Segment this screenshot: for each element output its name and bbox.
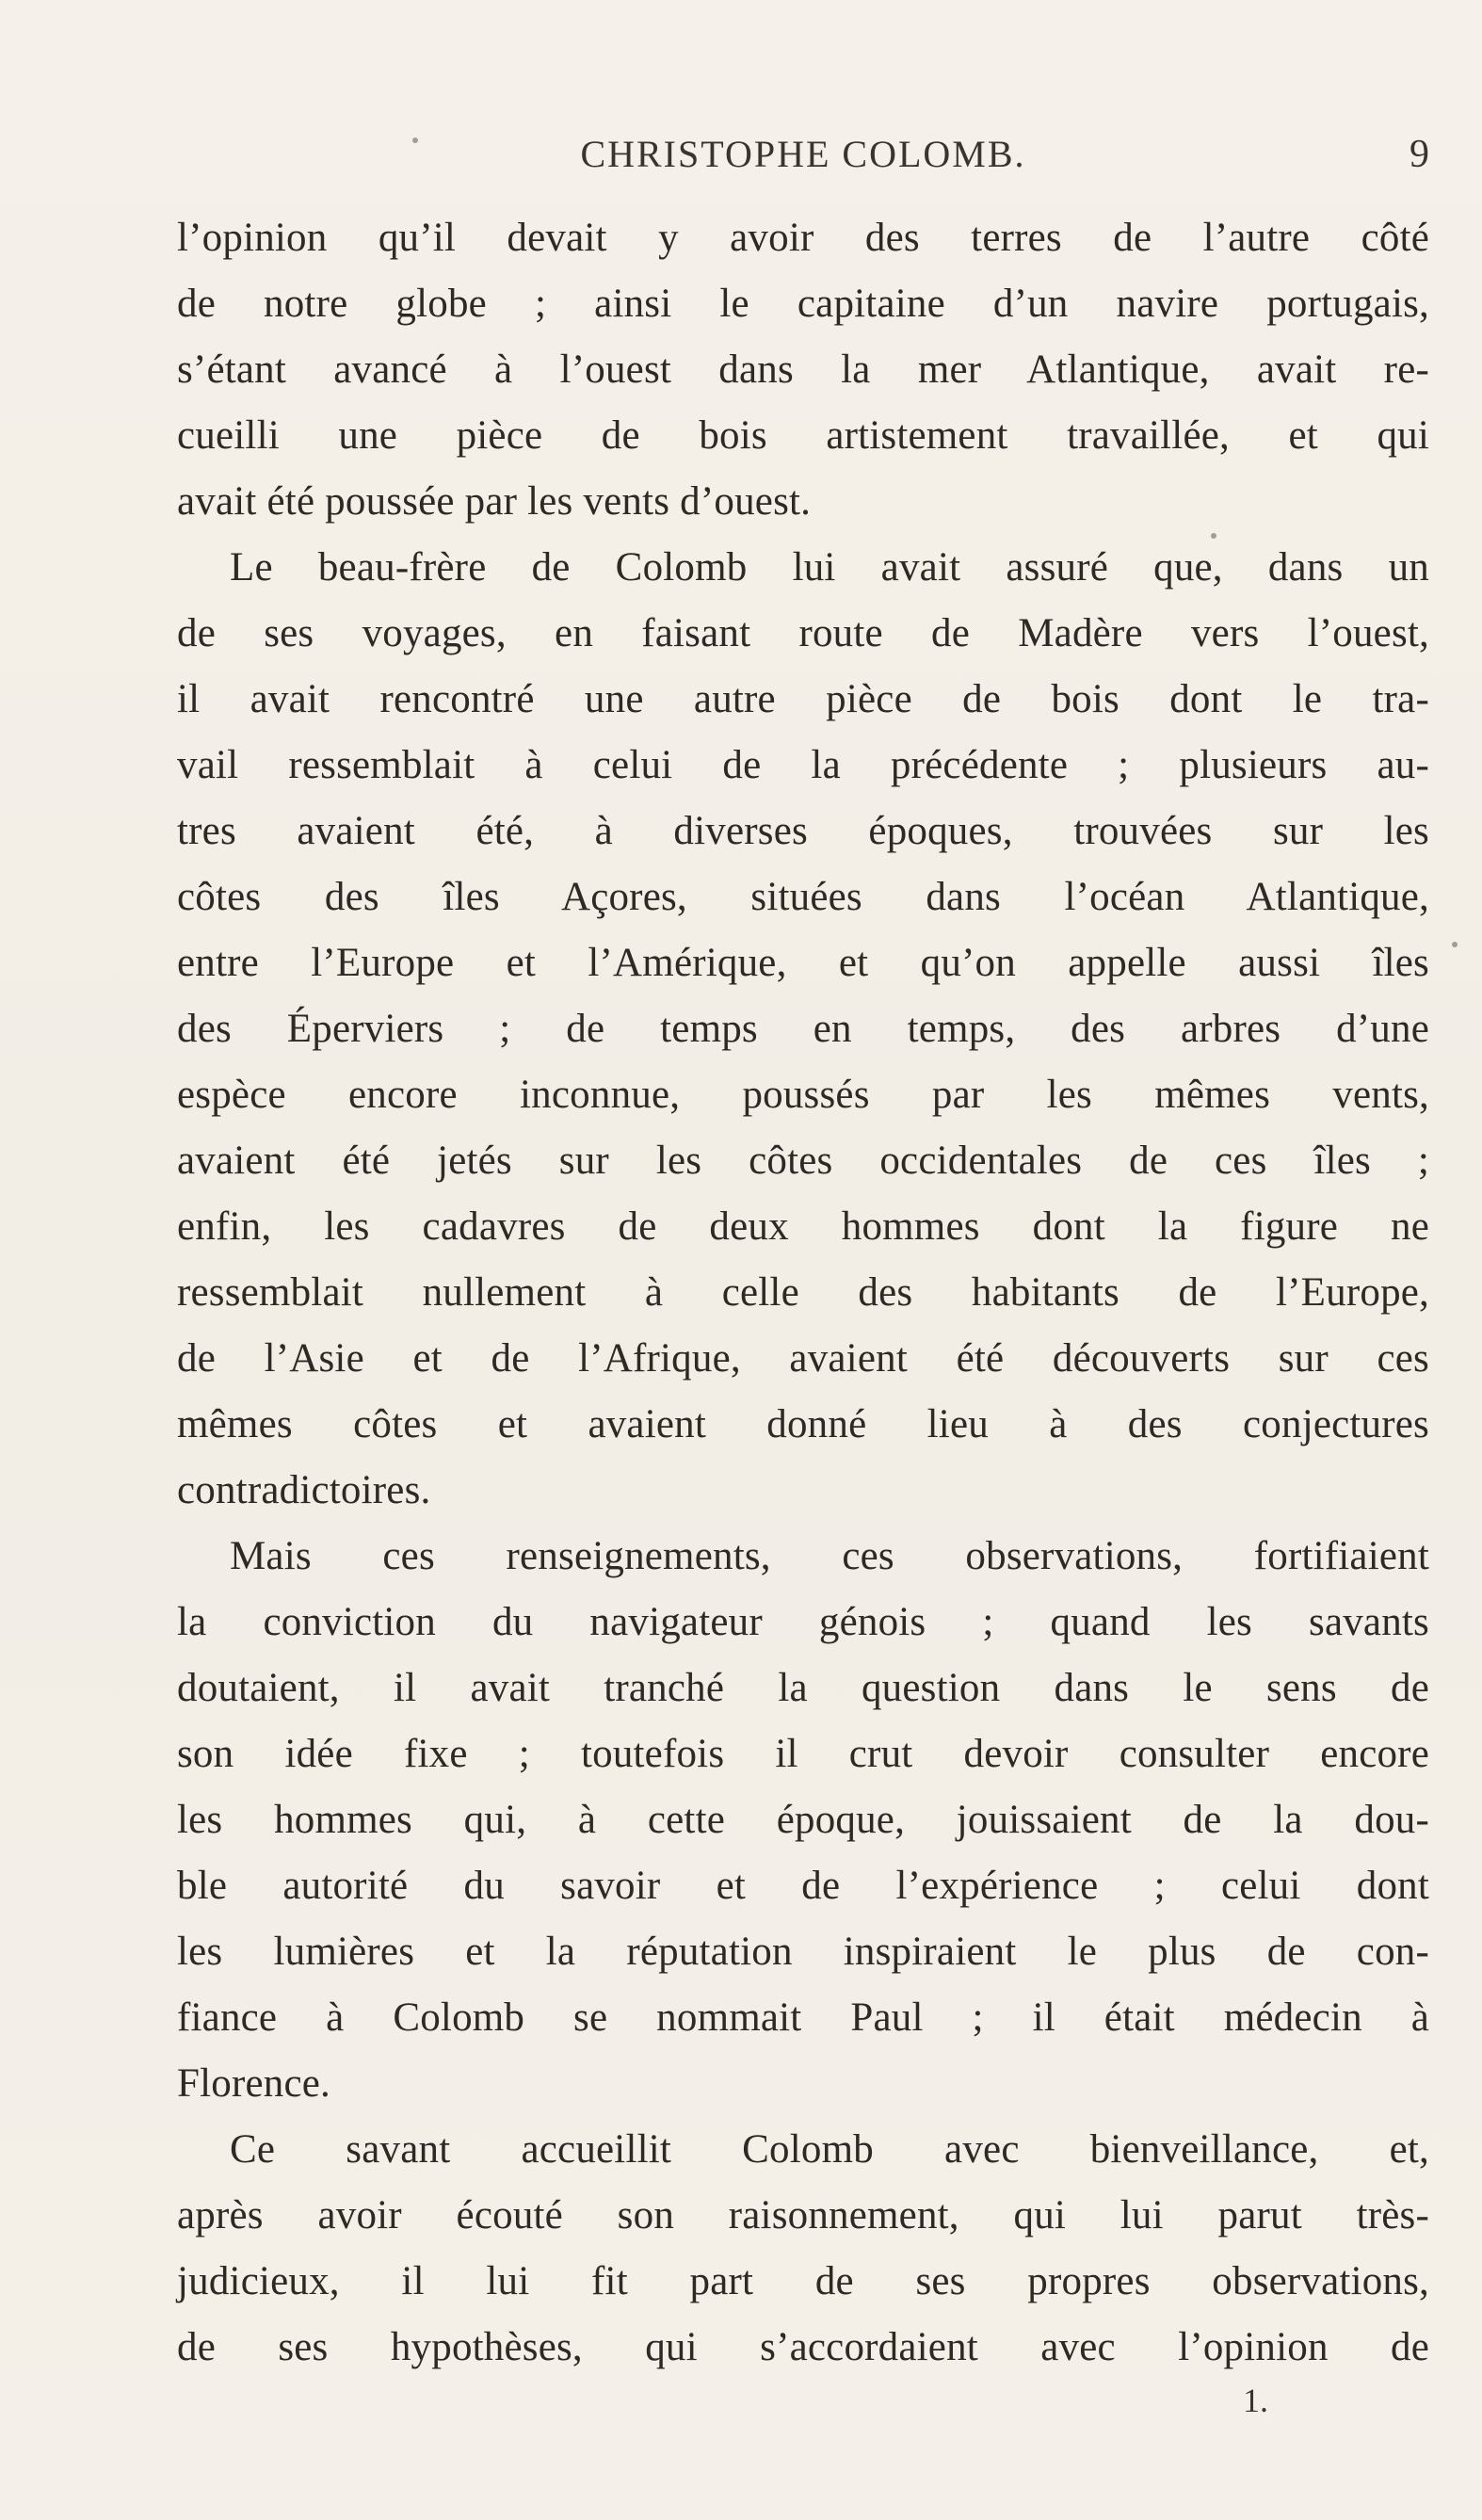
text-line-33: de ses hypothèses, qui s’accordaient avec l’opinion de xyxy=(177,2325,1429,2369)
text-line-29: Florence. xyxy=(177,2061,330,2106)
print-speck xyxy=(1211,533,1216,539)
body-text xyxy=(177,205,1429,2381)
text-line-10: tres avaient été, à diverses époques, trouvées sur les xyxy=(177,809,1429,853)
text-line-20: contradictoires. xyxy=(177,1468,431,1512)
text-line-3: s’étant avancé à l’ouest dans la mer Atlantique, avait re- xyxy=(177,347,1429,392)
text-line-13: des Éperviers ; de temps en temps, des arbres d’une xyxy=(177,1007,1429,1051)
text-line-17: ressemblait nullement à celle des habitants de l’Europe, xyxy=(177,1270,1429,1315)
print-speck xyxy=(1452,942,1458,947)
text-line-18: de l’Asie et de l’Afrique, avaient été découverts sur ces xyxy=(177,1336,1429,1381)
text-line-9: vail ressemblait à celui de la précédente ; plusieurs au- xyxy=(177,743,1429,787)
text-line-22: la conviction du navigateur génois ; quand les savants xyxy=(177,1600,1429,1644)
text-line-7: de ses voyages, en faisant route de Madère vers l’ouest, xyxy=(177,611,1429,655)
text-line-5: avait été poussée par les vents d’ouest. xyxy=(177,479,812,524)
text-line-8: il avait rencontré une autre pièce de bois dont le tra- xyxy=(177,677,1429,721)
text-line-32: judicieux, il lui fit part de ses propres observations, xyxy=(177,2259,1429,2303)
text-line-21: Mais ces renseignements, ces observations, fortifiaient xyxy=(230,1534,1429,1578)
text-line-16: enfin, les cadavres de deux hommes dont la figure ne xyxy=(177,1204,1429,1249)
text-line-31: après avoir écouté son raisonnement, qui lui parut très- xyxy=(177,2193,1429,2237)
text-line-30: Ce savant accueillit Colomb avec bienveillance, et, xyxy=(230,2127,1429,2172)
text-line-14: espèce encore inconnue, poussés par les mêmes vents, xyxy=(177,1073,1429,1117)
text-line-19: mêmes côtes et avaient donné lieu à des conjectures xyxy=(177,1402,1429,1446)
text-line-25: les hommes qui, à cette époque, jouissaient de la dou- xyxy=(177,1798,1429,1842)
text-line-27: les lumières et la réputation inspiraient le plus de con- xyxy=(177,1930,1429,1974)
print-speck xyxy=(412,137,418,143)
text-line-6: Le beau-frère de Colomb lui avait assuré que, dans un xyxy=(230,545,1429,590)
text-line-12: entre l’Europe et l’Amérique, et qu’on appelle aussi îles xyxy=(177,941,1429,985)
signature-mark: 1. xyxy=(1243,2382,1268,2419)
text-line-4: cueilli une pièce de bois artistement travaillée, et qui xyxy=(177,413,1429,458)
running-head xyxy=(177,132,1429,188)
text-line-11: côtes des îles Açores, situées dans l’océan Atlantique, xyxy=(177,875,1429,919)
text-line-23: doutaient, il avait tranché la question dans le sens de xyxy=(177,1666,1429,1710)
running-title: CHRISTOPHE COLOMB. xyxy=(580,133,1026,175)
text-line-1: l’opinion qu’il devait y avoir des terres de l’autre côté xyxy=(177,216,1429,260)
text-line-15: avaient été jetés sur les côtes occidentales de ces îles ; xyxy=(177,1139,1429,1183)
text-line-28: fiance à Colomb se nommait Paul ; il était médecin à xyxy=(177,1995,1429,2040)
text-line-2: de notre globe ; ainsi le capitaine d’un navire portugais, xyxy=(177,282,1429,326)
text-line-26: ble autorité du savoir et de l’expérience ; celui dont xyxy=(177,1864,1429,1908)
page-number: 9 xyxy=(1410,133,1429,176)
text-line-24: son idée fixe ; toutefois il crut devoir consulter encore xyxy=(177,1732,1429,1776)
